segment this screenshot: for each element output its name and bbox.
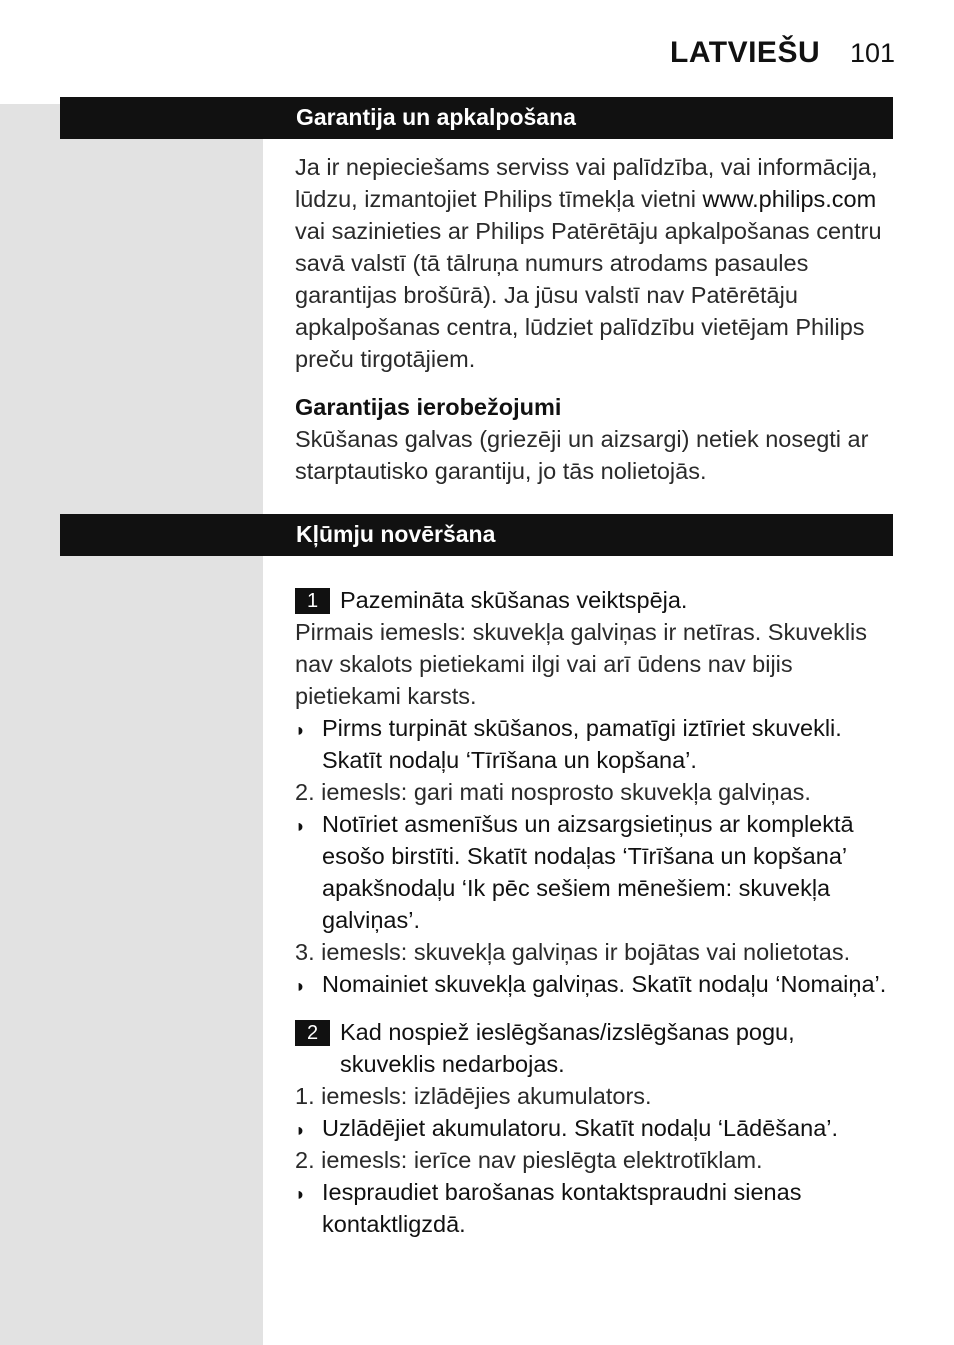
left-margin-band [0,104,263,1345]
paragraph-text: Ja ir nepieciešams serviss vai palīdzība, vai informācija, lūdzu, izmantojiet Philips tīmekļa vietni [295,154,878,212]
problem-title: Kad nospiež ieslēgšanas/izslēgšanas pogu, skuveklis nedarbojas. [340,1019,795,1077]
philips-website-link[interactable]: www.philips.com [702,186,877,212]
cause-text: 2. iemesls: gari mati nosprosto skuvekļa galviņas. [295,779,811,805]
problem-title: Pazemināta skūšanas veiktspēja. [340,587,688,613]
solution-item [295,1112,895,1144]
bullet-icon: ◗ [295,1120,306,1140]
solution-text: Iespraudiet barošanas kontaktspraudni sienas kontaktligzdā. [322,1179,802,1237]
solution-item [295,712,895,776]
section-title: Garantija un apkalpošana [296,104,576,130]
cause-text: 3. iemesls: skuvekļa galviņas ir bojātas vai nolietotas. [295,939,851,965]
bullet-icon: ◗ [295,976,306,996]
section-header-troubleshooting [60,514,893,556]
warranty-body [295,151,895,487]
section-title: Kļūmju novēršana [296,521,496,547]
paragraph-text: vai sazinieties ar Philips Patērētāju apkalpošanas centru savā valstī (tā tālruņa numurs atrodams pasaules garantijas brošūrā). Ja jūsu valstī nav Patērētāju apkalpošanas centra, lūdziet palīdzību vietējam Philips preču tirgotājiem. [295,218,882,372]
warranty-restrictions-heading: Garantijas ierobežojumi [295,394,562,420]
bullet-icon: ◗ [295,816,306,836]
page-number: 101 [850,38,896,68]
warranty-restrictions-text: Skūšanas galvas (griezēji un aizsargi) netiek nosegti ar starptautisko garantiju, jo tās nolietojās. [295,426,869,484]
problem-1 [295,584,895,616]
solution-item [295,1176,895,1240]
step-number-badge: 1 [295,588,330,614]
bullet-icon: ◗ [295,720,306,740]
bullet-icon: ◗ [295,1184,306,1204]
cause-text: 1. iemesls: izlādējies akumulators. [295,1083,652,1109]
cause-text: 2. iemesls: ierīce nav pieslēgta elektrotīklam. [295,1147,763,1173]
language-label: LATVIEŠU [670,36,821,69]
solution-text: Uzlādējiet akumulatoru. Skatīt nodaļu ‘Lādēšana’. [322,1115,839,1141]
solution-text: Notīriet asmenīšus un aizsargsietiņus ar komplektā esošo birstīti. Skatīt nodaļas ‘Tīrīšana un kopšana’ apakšnodaļu ‘Ik pēc sešiem mēnešiem: skuvekļa galviņas’. [322,811,854,933]
warranty-paragraph [295,151,895,375]
problem-2 [295,1016,895,1080]
section-header-warranty [60,97,893,139]
cause-text: Pirmais iemesls: skuvekļa galviņas ir netīras. Skuveklis nav skalots pietiekami ilgi vai arī ūdens nav bijis pietiekami karsts. [295,619,868,709]
solution-item [295,808,895,936]
step-number-badge: 2 [295,1020,330,1046]
solution-text: Pirms turpināt skūšanos, pamatīgi iztīriet skuvekli. Skatīt nodaļu ‘Tīrīšana un kopšana’. [322,715,842,773]
solution-item [295,968,895,1000]
troubleshooting-body [295,584,895,1240]
solution-text: Nomainiet skuvekļa galviņas. Skatīt nodaļu ‘Nomaiņa’. [322,971,887,997]
